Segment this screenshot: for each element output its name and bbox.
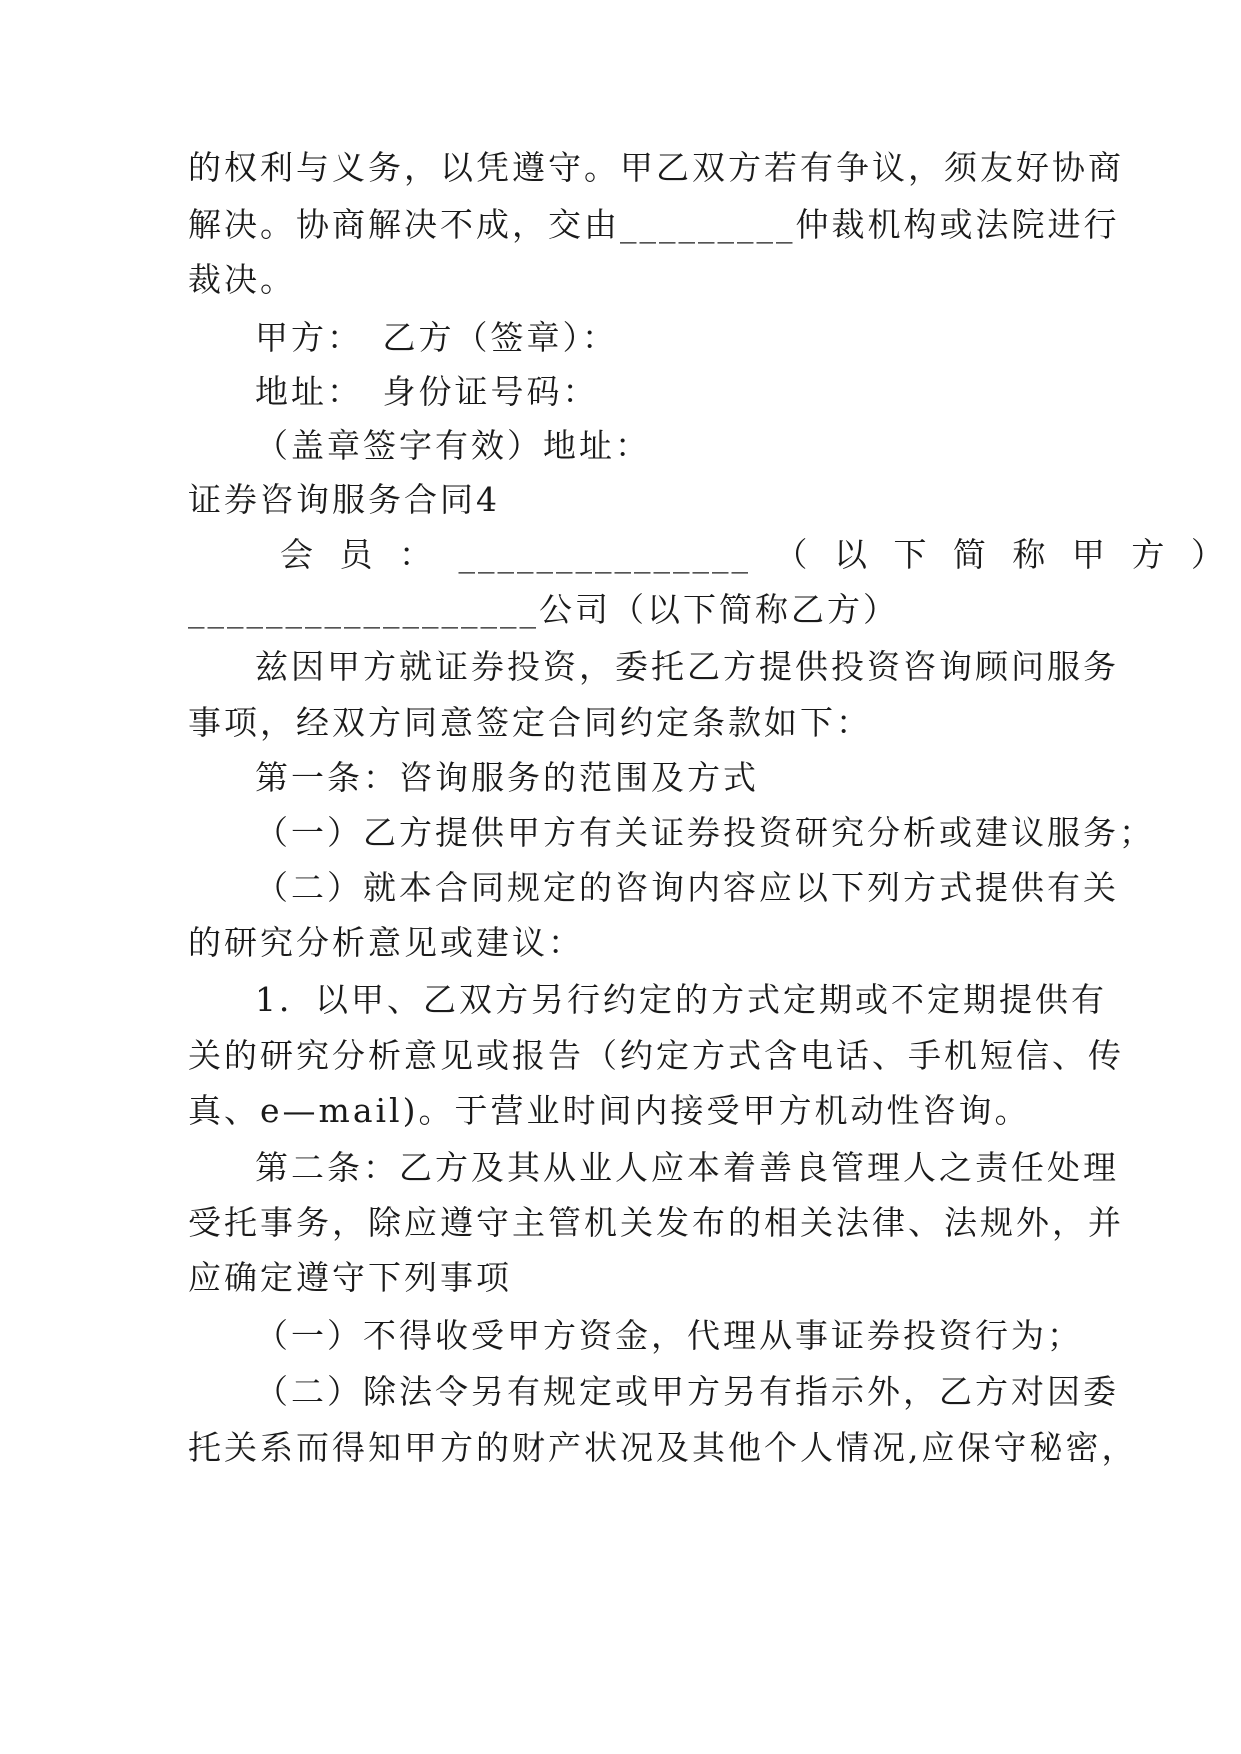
article-2-item-1: （一）不得收受甲方资金，代理从事证券投资行为； bbox=[255, 1316, 1083, 1355]
article-2-line-1: 第二条：乙方及其从业人应本着善良管理人之责任处理 bbox=[255, 1148, 1119, 1187]
contract-title: 证券咨询服务合同4 bbox=[188, 480, 500, 519]
article-2-item-2-line-2: 托关系而得知甲方的财产状况及其他个人情况,应保守秘密， bbox=[188, 1428, 1138, 1467]
party-a-signature-line: 甲方： 乙方（签章）： bbox=[255, 318, 618, 357]
address-id-line: 地址： 身份证号码： bbox=[255, 372, 599, 411]
member-line: 会 员 ： _______________ （ 以 下 简 称 甲 方 ） bbox=[280, 535, 1227, 574]
text-line-3: 裁决。 bbox=[188, 260, 296, 299]
article-1-heading: 第一条：咨询服务的范围及方式 bbox=[255, 758, 759, 797]
company-line: __________________公司（以下简称乙方） bbox=[188, 590, 899, 629]
article-2-line-2: 受托事务，除应遵守主管机关发布的相关法律、法规外，并 bbox=[188, 1203, 1124, 1242]
preamble-line-1: 兹因甲方就证券投资，委托乙方提供投资咨询顾问服务 bbox=[255, 647, 1119, 686]
article-1-item-1: （一）乙方提供甲方有关证券投资研究分析或建议服务； bbox=[255, 813, 1155, 852]
article-2-item-2-line-1: （二）除法令另有规定或甲方另有指示外，乙方对因委 bbox=[255, 1372, 1119, 1411]
article-2-line-3: 应确定遵守下列事项 bbox=[188, 1258, 512, 1297]
seal-note-line: （盖章签字有效）地址： bbox=[255, 426, 651, 465]
preamble-line-2: 事项，经双方同意签定合同约定条款如下： bbox=[188, 703, 872, 742]
article-1-item-2-line-2: 的研究分析意见或建议： bbox=[188, 923, 584, 962]
clause-1-line-1: 1．以甲、乙双方另行约定的方式定期或不定期提供有 bbox=[255, 980, 1107, 1019]
text-line-1: 的权利与义务，以凭遵守。甲乙双方若有争议，须友好协商 bbox=[188, 148, 1124, 187]
clause-1-line-2: 关的研究分析意见或报告（约定方式含电话、手机短信、传 bbox=[188, 1036, 1124, 1075]
text-line-2: 解决。协商解决不成，交由_________仲裁机构或法院进行 bbox=[188, 205, 1120, 244]
clause-1-line-3: 真、e—mail)。于营业时间内接受甲方机动性咨询。 bbox=[188, 1091, 1031, 1130]
article-1-item-2-line-1: （二）就本合同规定的咨询内容应以下列方式提供有关 bbox=[255, 868, 1119, 907]
